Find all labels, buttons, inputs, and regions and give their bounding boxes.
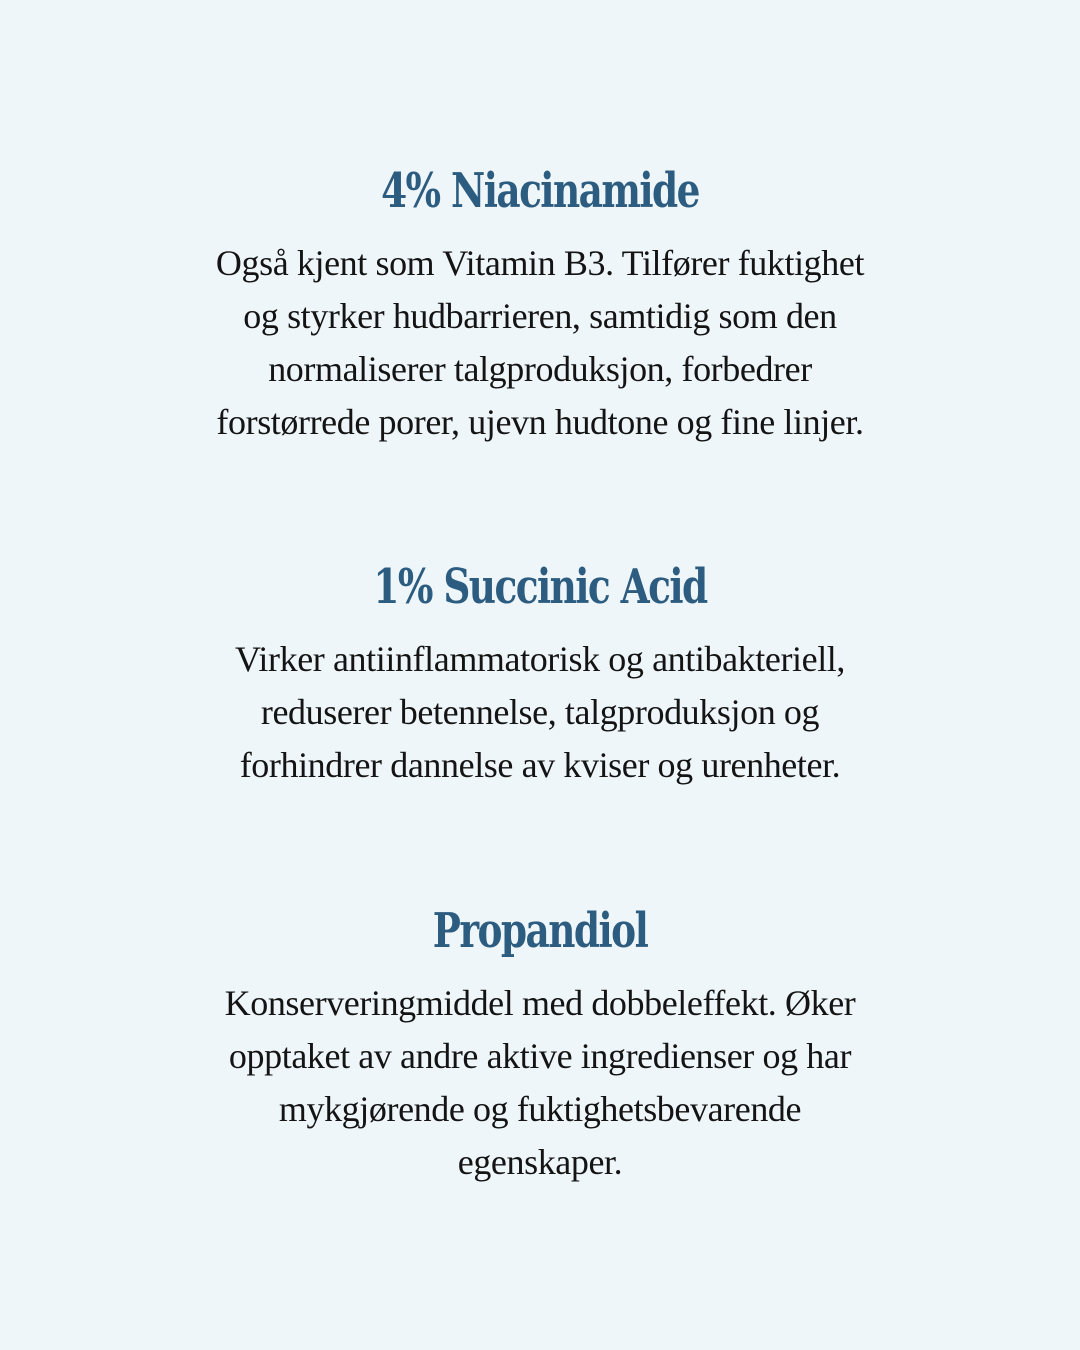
description-line: forstørrede porer, ujevn hudtone og fine linjer. xyxy=(216,402,864,442)
description-line: og styrker hudbarrieren, samtidig som den xyxy=(243,296,837,336)
description-line: egenskaper. xyxy=(457,1142,623,1182)
description-line: forhindrer dannelse av kviser og urenheter. xyxy=(239,745,841,785)
ingredient-niacinamide xyxy=(0,163,1080,449)
description-line: normaliserer talgproduksjon, forbedrer xyxy=(268,349,812,389)
ingredient-description xyxy=(0,977,1080,1189)
ingredient-propandiol xyxy=(0,903,1080,1189)
description-line: mykgjørende og fuktighetsbevarende xyxy=(278,1089,802,1129)
description-line: Virker antiinflammatorisk og antibakteriell, xyxy=(234,639,846,679)
ingredient-title: 1% Succinic Acid xyxy=(373,559,707,615)
description-line: reduserer betennelse, talgproduksjon og xyxy=(260,692,820,732)
ingredient-title: Propandiol xyxy=(432,903,648,959)
ingredient-title: 4% Niacinamide xyxy=(381,163,699,219)
description-line: Konserveringmiddel med dobbeleffekt. Øker xyxy=(224,983,856,1023)
description-line: opptaket av andre aktive ingredienser og har xyxy=(228,1036,852,1076)
ingredient-description xyxy=(0,237,1080,449)
description-line: Også kjent som Vitamin B3. Tilfører fuktighet xyxy=(215,243,865,283)
ingredient-description xyxy=(0,633,1080,792)
ingredient-succinic-acid xyxy=(0,559,1080,792)
